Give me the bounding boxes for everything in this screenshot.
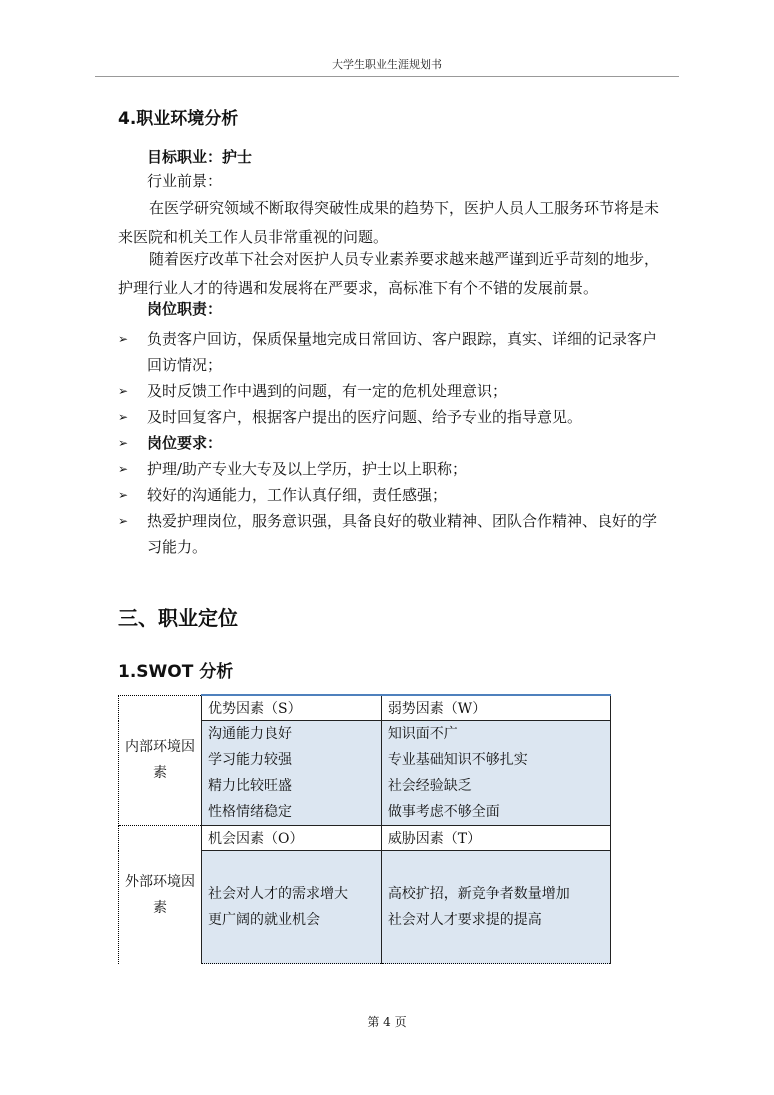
bullet-text: 岗位要求： (147, 434, 223, 452)
strengths-item: 性格情绪稳定 (208, 804, 292, 820)
strengths-cell (202, 721, 382, 826)
threats-cell (381, 851, 610, 964)
bullet-text: 及时回复客户，根据客户提出的医疗问题、给予专业的指导意见。 (147, 408, 583, 426)
bullet-text: 护理/助产专业大专及以上学历，护士以上职称； (147, 460, 468, 478)
weaknesses-item: 做事考虑不够全面 (387, 804, 500, 820)
bullet-list (118, 326, 663, 560)
opportunities-item: 更广阔的就业机会 (208, 912, 320, 928)
bullet-arrow-icon: ➢ (118, 462, 129, 476)
bullet-item (118, 326, 663, 378)
bullet-arrow-icon: ➢ (118, 332, 129, 346)
header-divider (95, 76, 679, 77)
threats-item: 社会对人才要求提的提高 (387, 912, 542, 928)
bullet-text: 较好的沟通能力，工作认真仔细，责任感强； (147, 486, 448, 504)
weaknesses-item: 知识面不广 (387, 726, 458, 742)
opportunities-cell (202, 851, 382, 964)
internal-factors-label: 内部环境因素 (119, 695, 202, 826)
threats-item: 高校扩招，新竞争者数量增加 (387, 886, 570, 902)
paragraph-1: 在医学研究领域不断取得突破性成果的趋势下，医护人员人工服务环节将是未来医院和机关工作人员非常重视的问题。 (118, 199, 660, 246)
bullet-arrow-icon: ➢ (118, 384, 129, 398)
bullet-item (118, 482, 663, 508)
opportunities-item: 社会对人才的需求增大 (208, 886, 348, 902)
bullet-item (118, 508, 663, 560)
bullet-text: 热爱护理岗位，服务意识强，具备良好的敬业精神、团队合作精神、良好的学习能力。 (147, 512, 658, 556)
swot-heading: 1.SWOT 分析 (118, 662, 234, 682)
bullet-arrow-icon: ➢ (118, 514, 129, 528)
swot-table (118, 694, 611, 964)
bullet-item (118, 456, 663, 482)
bullet-text: 及时反馈工作中遇到的问题，有一定的危机处理意识； (147, 382, 508, 400)
weaknesses-header: 弱势因素（W） (381, 695, 610, 721)
section-heading: 4.职业环境分析 (118, 109, 239, 129)
strengths-header: 优势因素（S） (202, 695, 382, 721)
weaknesses-item: 社会经验缺乏 (387, 778, 472, 794)
weaknesses-cell (381, 721, 610, 826)
bullet-arrow-icon: ➢ (118, 488, 129, 502)
running-header: 大学生职业生涯规划书 (332, 58, 442, 71)
threats-header: 威胁因素（T） (381, 826, 610, 851)
target-job: 目标职业：护士 (147, 148, 253, 166)
chapter-heading: 三、职业定位 (118, 606, 238, 630)
industry-label: 行业前景： (147, 172, 223, 190)
bullet-text: 负责客户回访，保质保量地完成日常回访、客户跟踪，真实、详细的记录客户回访情况； (147, 330, 658, 374)
strengths-item: 沟通能力良好 (208, 726, 292, 742)
bullet-item (118, 404, 663, 430)
page-number: 第 4 页 (367, 1015, 407, 1029)
strengths-item: 精力比较旺盛 (208, 778, 292, 794)
bullet-item (118, 430, 663, 456)
opportunities-header: 机会因素（O） (202, 826, 382, 851)
bullet-arrow-icon: ➢ (118, 410, 129, 424)
duties-label: 岗位职责： (147, 300, 223, 318)
paragraph-2: 随着医疗改革下社会对医护人员专业素养要求越来越严谨到近乎苛刻的地步，护理行业人才的待遇和发展将在严要求，高标准下有个不错的发展前景。 (118, 250, 660, 297)
external-factors-label: 外部环境因素 (119, 826, 202, 964)
bullet-arrow-icon: ➢ (118, 436, 129, 450)
weaknesses-item: 专业基础知识不够扎实 (387, 752, 528, 768)
bullet-item (118, 378, 663, 404)
strengths-item: 学习能力较强 (208, 752, 292, 768)
